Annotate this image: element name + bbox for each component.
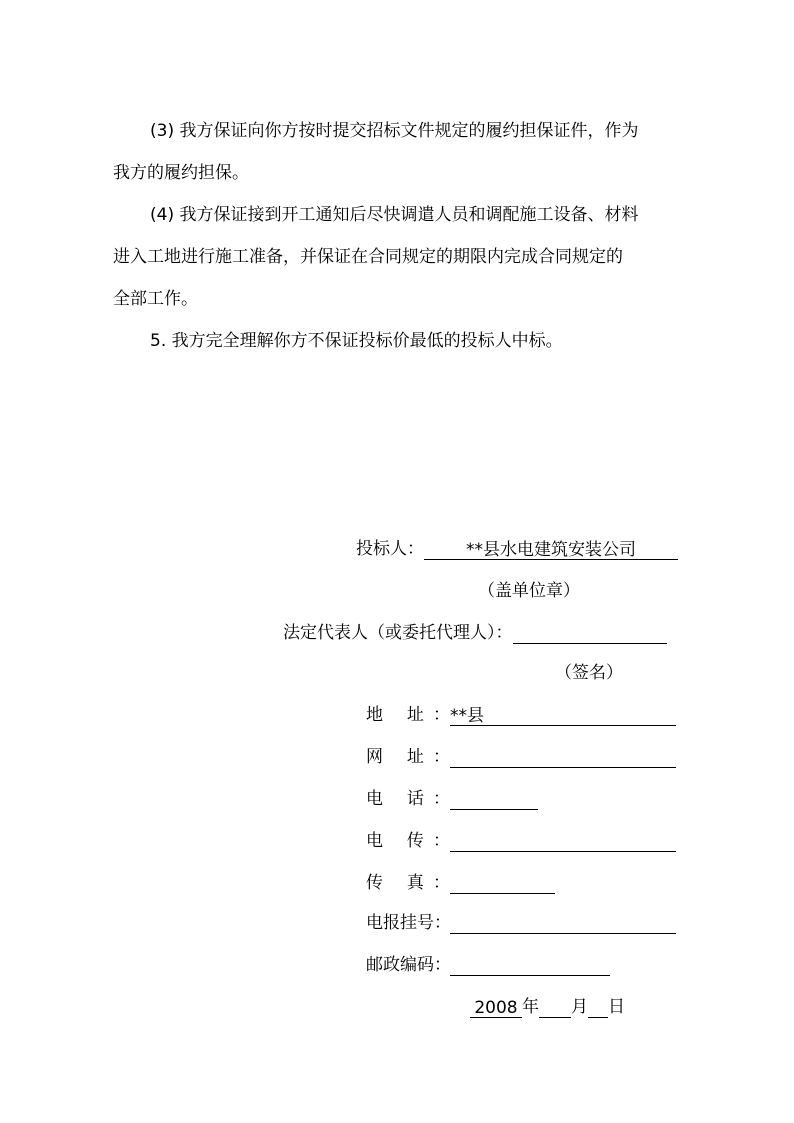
fax-row [366, 872, 555, 894]
bidder-name-field[interactable] [424, 539, 678, 560]
cable-row [366, 912, 676, 934]
sign-note: （签名） [555, 663, 623, 683]
website-row [366, 746, 676, 768]
paragraph-3-line-1: (3) 我方保证向你方按时提交招标文件规定的履约担保证件，作为 [150, 121, 639, 141]
date-month-field[interactable] [539, 997, 571, 1018]
cable-field[interactable] [450, 913, 676, 934]
bidder-name-value: **县水电建筑安装公司 [466, 540, 636, 560]
fax-label: 传 真： [366, 873, 451, 893]
address-field[interactable] [450, 705, 676, 726]
website-field[interactable] [450, 747, 676, 768]
legal-rep-signature-field[interactable] [513, 623, 667, 644]
telex-label: 电 传： [366, 831, 451, 851]
date-day-unit: 日 [608, 997, 625, 1017]
date-row [470, 996, 625, 1018]
phone-row [366, 788, 538, 810]
bidder-label: 投标人： [356, 539, 424, 559]
date-year-value: 2008 [474, 998, 518, 1018]
legal-rep-label: 法定代表人（或委托代理人）： [283, 623, 513, 643]
bidder-row [356, 538, 678, 560]
seal-note: （盖单位章） [478, 581, 580, 601]
paragraph-4-line-1: (4) 我方保证接到开工通知后尽快调遣人员和调配施工设备、材料 [150, 205, 639, 225]
fax-field[interactable] [450, 873, 555, 894]
paragraph-5: 5. 我方完全理解你方不保证投标价最低的投标人中标。 [150, 331, 563, 351]
website-label: 网 址： [366, 747, 451, 767]
address-row [366, 704, 676, 726]
telex-row [366, 830, 676, 852]
paragraph-4-line-3: 全部工作。 [113, 289, 198, 309]
date-year-field[interactable] [470, 997, 522, 1018]
date-day-field[interactable] [588, 997, 608, 1018]
phone-field[interactable] [450, 789, 538, 810]
address-label: 地 址： [366, 705, 451, 725]
telex-field[interactable] [450, 831, 676, 852]
legal-rep-row [283, 622, 667, 644]
paragraph-4-line-2: 进入工地进行施工准备，并保证在合同规定的期限内完成合同规定的 [113, 247, 623, 267]
address-value: **县 [450, 706, 484, 726]
paragraph-3-line-2: 我方的履约担保。 [113, 163, 249, 183]
postcode-field[interactable] [450, 955, 610, 976]
postcode-label: 邮政编码： [366, 955, 451, 975]
postcode-row [366, 954, 610, 976]
phone-label: 电 话： [366, 789, 451, 809]
cable-label: 电报挂号： [366, 913, 451, 933]
date-year-unit: 年 [522, 997, 539, 1017]
date-month-unit: 月 [571, 997, 588, 1017]
